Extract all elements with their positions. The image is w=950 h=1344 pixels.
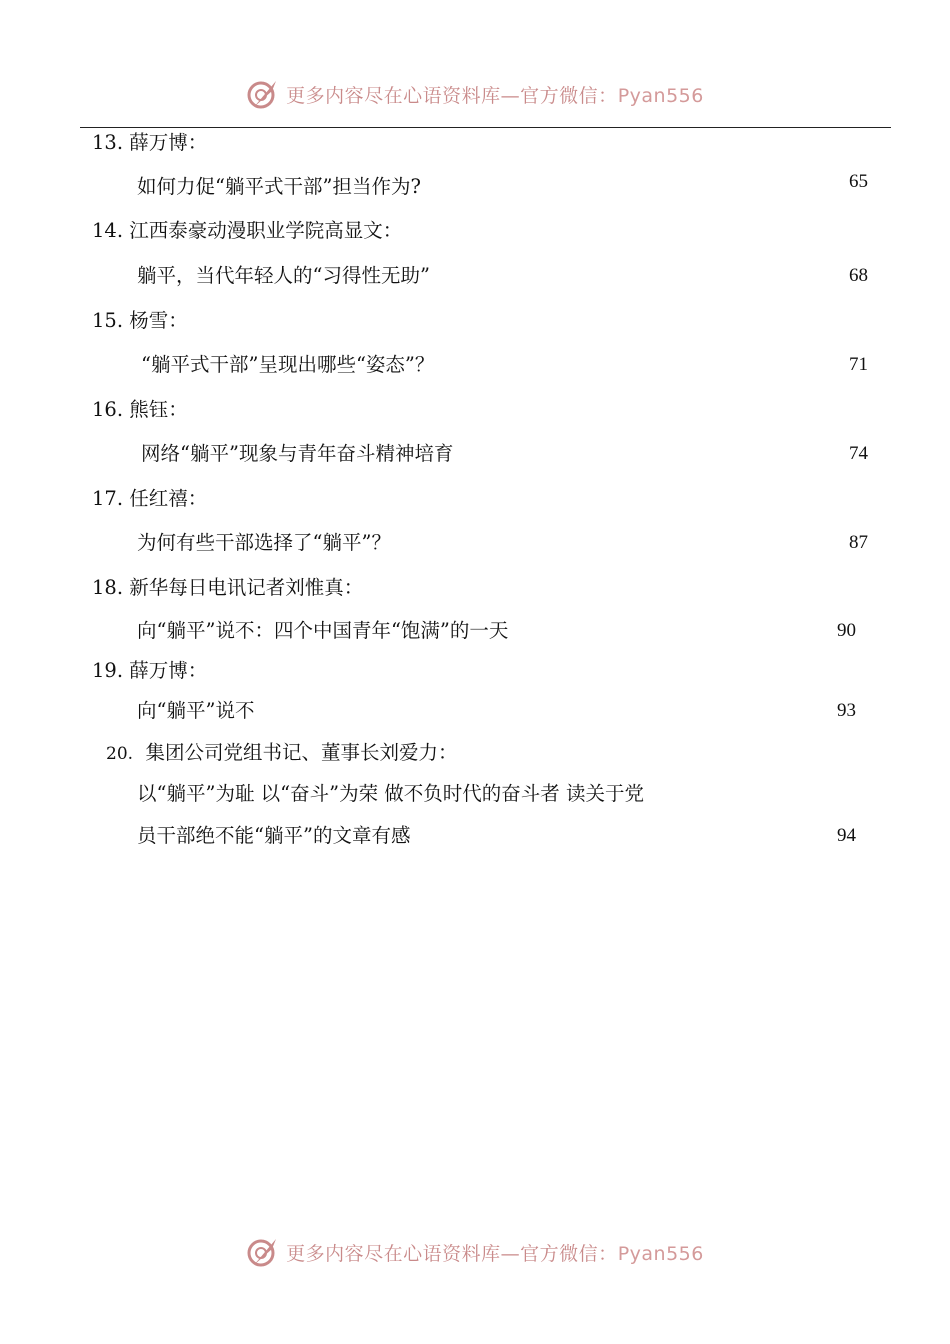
toc-entry-page: 74 [849, 443, 868, 464]
toc-entry-title: 为何有些干部选择了“躺平”？ [137, 531, 391, 554]
toc-entry-page: 90 [837, 620, 856, 641]
toc-entry-title: 躺平，当代年轻人的“习得性无助” [137, 264, 430, 287]
toc-entry-author: 20. 集团公司党组书记、董事长刘爱力： [106, 741, 458, 764]
toc-entry-title: 以“躺平”为耻 以“奋斗”为荣 做不负时代的奋斗者 读关于党 [137, 782, 644, 805]
header-rule [80, 127, 891, 128]
toc-entry-page: 87 [849, 532, 868, 553]
toc-entry-title: 网络“躺平”现象与青年奋斗精神培育 [141, 442, 454, 465]
toc-entry-author: 17. 任红禧： [92, 487, 208, 510]
toc-entry-author: 19. 薛万博： [92, 659, 208, 682]
footer-banner [0, 1232, 950, 1272]
toc-entry-title: 向“躺平”说不：四个中国青年“饱满”的一天 [137, 619, 509, 642]
toc-entry-author: 18. 新华每日电讯记者刘惟真： [92, 576, 364, 599]
toc-entry-author: 14. 江西泰豪动漫职业学院高显文： [92, 219, 403, 242]
toc-entry-page: 94 [837, 825, 856, 846]
quill-logo-icon [246, 77, 280, 111]
header-banner [0, 74, 950, 114]
toc-entry-title: 向“躺平”说不 [137, 699, 255, 722]
banner-text: 更多内容尽在心语资料库—官方微信：Pyan556 [286, 1242, 704, 1265]
toc-entry-author: 15. 杨雪： [92, 309, 188, 332]
toc-entry-title-continued: 员干部绝不能“躺平”的文章有感 [137, 824, 411, 847]
toc-entry-page: 68 [849, 265, 868, 286]
toc-entry-page: 93 [837, 700, 856, 721]
toc-entry-author: 16. 熊钰： [92, 398, 188, 421]
banner-text: 更多内容尽在心语资料库—官方微信：Pyan556 [286, 84, 704, 107]
toc-entry-author: 13. 薛万博： [92, 131, 208, 154]
toc-entry-title: “躺平式干部”呈现出哪些“姿态”？ [141, 353, 435, 376]
toc-entry-page: 71 [849, 354, 868, 375]
toc-entry-title: 如何力促“躺平式干部”担当作为? [137, 175, 421, 198]
quill-logo-icon [246, 1235, 280, 1269]
toc-entry-page: 65 [849, 171, 868, 192]
